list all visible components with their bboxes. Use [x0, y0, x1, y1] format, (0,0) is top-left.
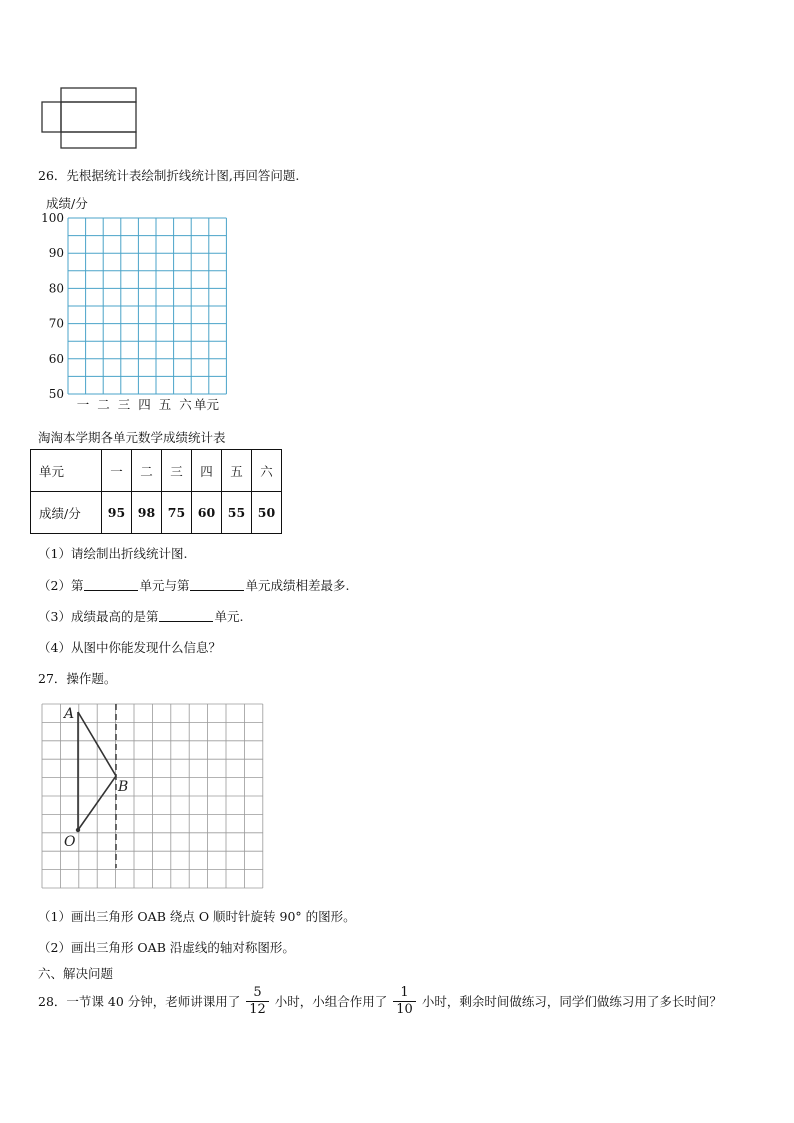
q26-sub2	[38, 576, 349, 594]
y-tick-label: 50	[48, 387, 64, 401]
table-row-scores	[31, 492, 282, 534]
table-cell-unit: 三	[162, 450, 192, 492]
y-tick-labels	[41, 211, 64, 401]
y-tick-label: 80	[48, 281, 64, 296]
chart-xunit: 单元	[194, 397, 220, 412]
x-tick-label: 六	[179, 397, 192, 412]
table-cell-score: 75	[162, 492, 192, 534]
net-figure	[38, 84, 142, 152]
x-tick-label: 三	[117, 397, 131, 412]
net-front-face	[61, 102, 136, 132]
y-tick-label: 100	[41, 211, 64, 225]
table-header-unit: 单元	[31, 450, 102, 492]
net-bottom-face	[61, 132, 136, 148]
fraction-numerator: 5	[246, 985, 269, 1002]
q26-sub3-text: （3）成绩最高的是第	[38, 609, 159, 624]
fraction-denominator: 10	[396, 1002, 413, 1017]
x-tick-label: 二	[97, 397, 110, 412]
fraction-denominator: 12	[249, 1002, 266, 1017]
label-o: O	[64, 834, 76, 850]
fraction-1-10	[393, 985, 416, 1018]
square-grid	[42, 704, 263, 888]
line-chart-grid	[30, 194, 230, 416]
q26-sub3	[38, 607, 243, 625]
table-cell-score: 98	[132, 492, 162, 534]
label-b: B	[118, 779, 129, 795]
table-cell-unit: 二	[132, 450, 162, 492]
x-tick-label: 五	[158, 397, 172, 412]
table-cell-score: 50	[252, 492, 282, 534]
table-row-units	[31, 450, 282, 492]
table-cell-score: 55	[222, 492, 252, 534]
score-table	[30, 449, 282, 534]
q26-title: 26．先根据统计表绘制折线统计图,再回答问题.	[38, 168, 300, 183]
table-cell-unit: 一	[102, 450, 132, 492]
q28-line	[38, 986, 722, 1019]
net-side-face	[42, 102, 61, 132]
fraction-numerator: 1	[393, 985, 416, 1002]
q27-title: 27．操作题。	[38, 671, 117, 686]
grid-lines	[68, 218, 226, 394]
q27-sub1: （1）画出三角形 OAB 绕点 O 顺时针旋转 90° 的图形。	[38, 909, 356, 924]
q26-sub4: （4）从图中你能发现什么信息？	[38, 640, 221, 655]
chart-ylabel: 成绩/分	[46, 196, 88, 211]
q26-sub2-text: （2）第	[38, 578, 84, 593]
table-cell-score: 60	[192, 492, 222, 534]
answer-blank[interactable]	[159, 609, 213, 622]
answer-blank[interactable]	[190, 578, 244, 591]
q28-text: 28．一节课 40 分钟，老师讲课用了	[38, 994, 241, 1009]
q26-sub2-text: 单元成绩相差最多.	[245, 578, 350, 593]
section-heading: 六、解决问题	[38, 966, 114, 981]
x-tick-label: 一	[76, 397, 90, 412]
fraction-5-12	[246, 985, 269, 1018]
x-tick-labels	[77, 397, 193, 412]
y-tick-label: 60	[48, 351, 64, 366]
table-header-score: 成绩/分	[31, 492, 102, 534]
net-top-face	[61, 88, 136, 102]
q28-text: 小时，剩余时间做练习，同学们做练习用了多长时间？	[421, 994, 722, 1009]
q26-sub3-text: 单元.	[214, 609, 244, 624]
x-tick-label: 四	[138, 397, 151, 412]
q26-sub2-text: 单元与第	[139, 578, 190, 593]
answer-blank[interactable]	[84, 578, 138, 591]
table-cell-unit: 六	[252, 450, 282, 492]
table-title: 淘淘本学期各单元数学成绩统计表	[38, 430, 226, 445]
q26-sub1: （1）请绘制出折线统计图.	[38, 546, 188, 561]
triangle-grid-figure	[38, 700, 268, 890]
q28-text: 小时，小组合作用了	[274, 994, 388, 1009]
table-cell-score: 95	[102, 492, 132, 534]
y-tick-label: 70	[48, 316, 64, 331]
q27-sub2: （2）画出三角形 OAB 沿虚线的轴对称图形。	[38, 940, 295, 955]
label-a: A	[64, 706, 75, 722]
table-cell-unit: 四	[192, 450, 222, 492]
point-o-dot	[76, 828, 80, 832]
table-cell-unit: 五	[222, 450, 252, 492]
y-tick-label: 90	[48, 246, 64, 261]
